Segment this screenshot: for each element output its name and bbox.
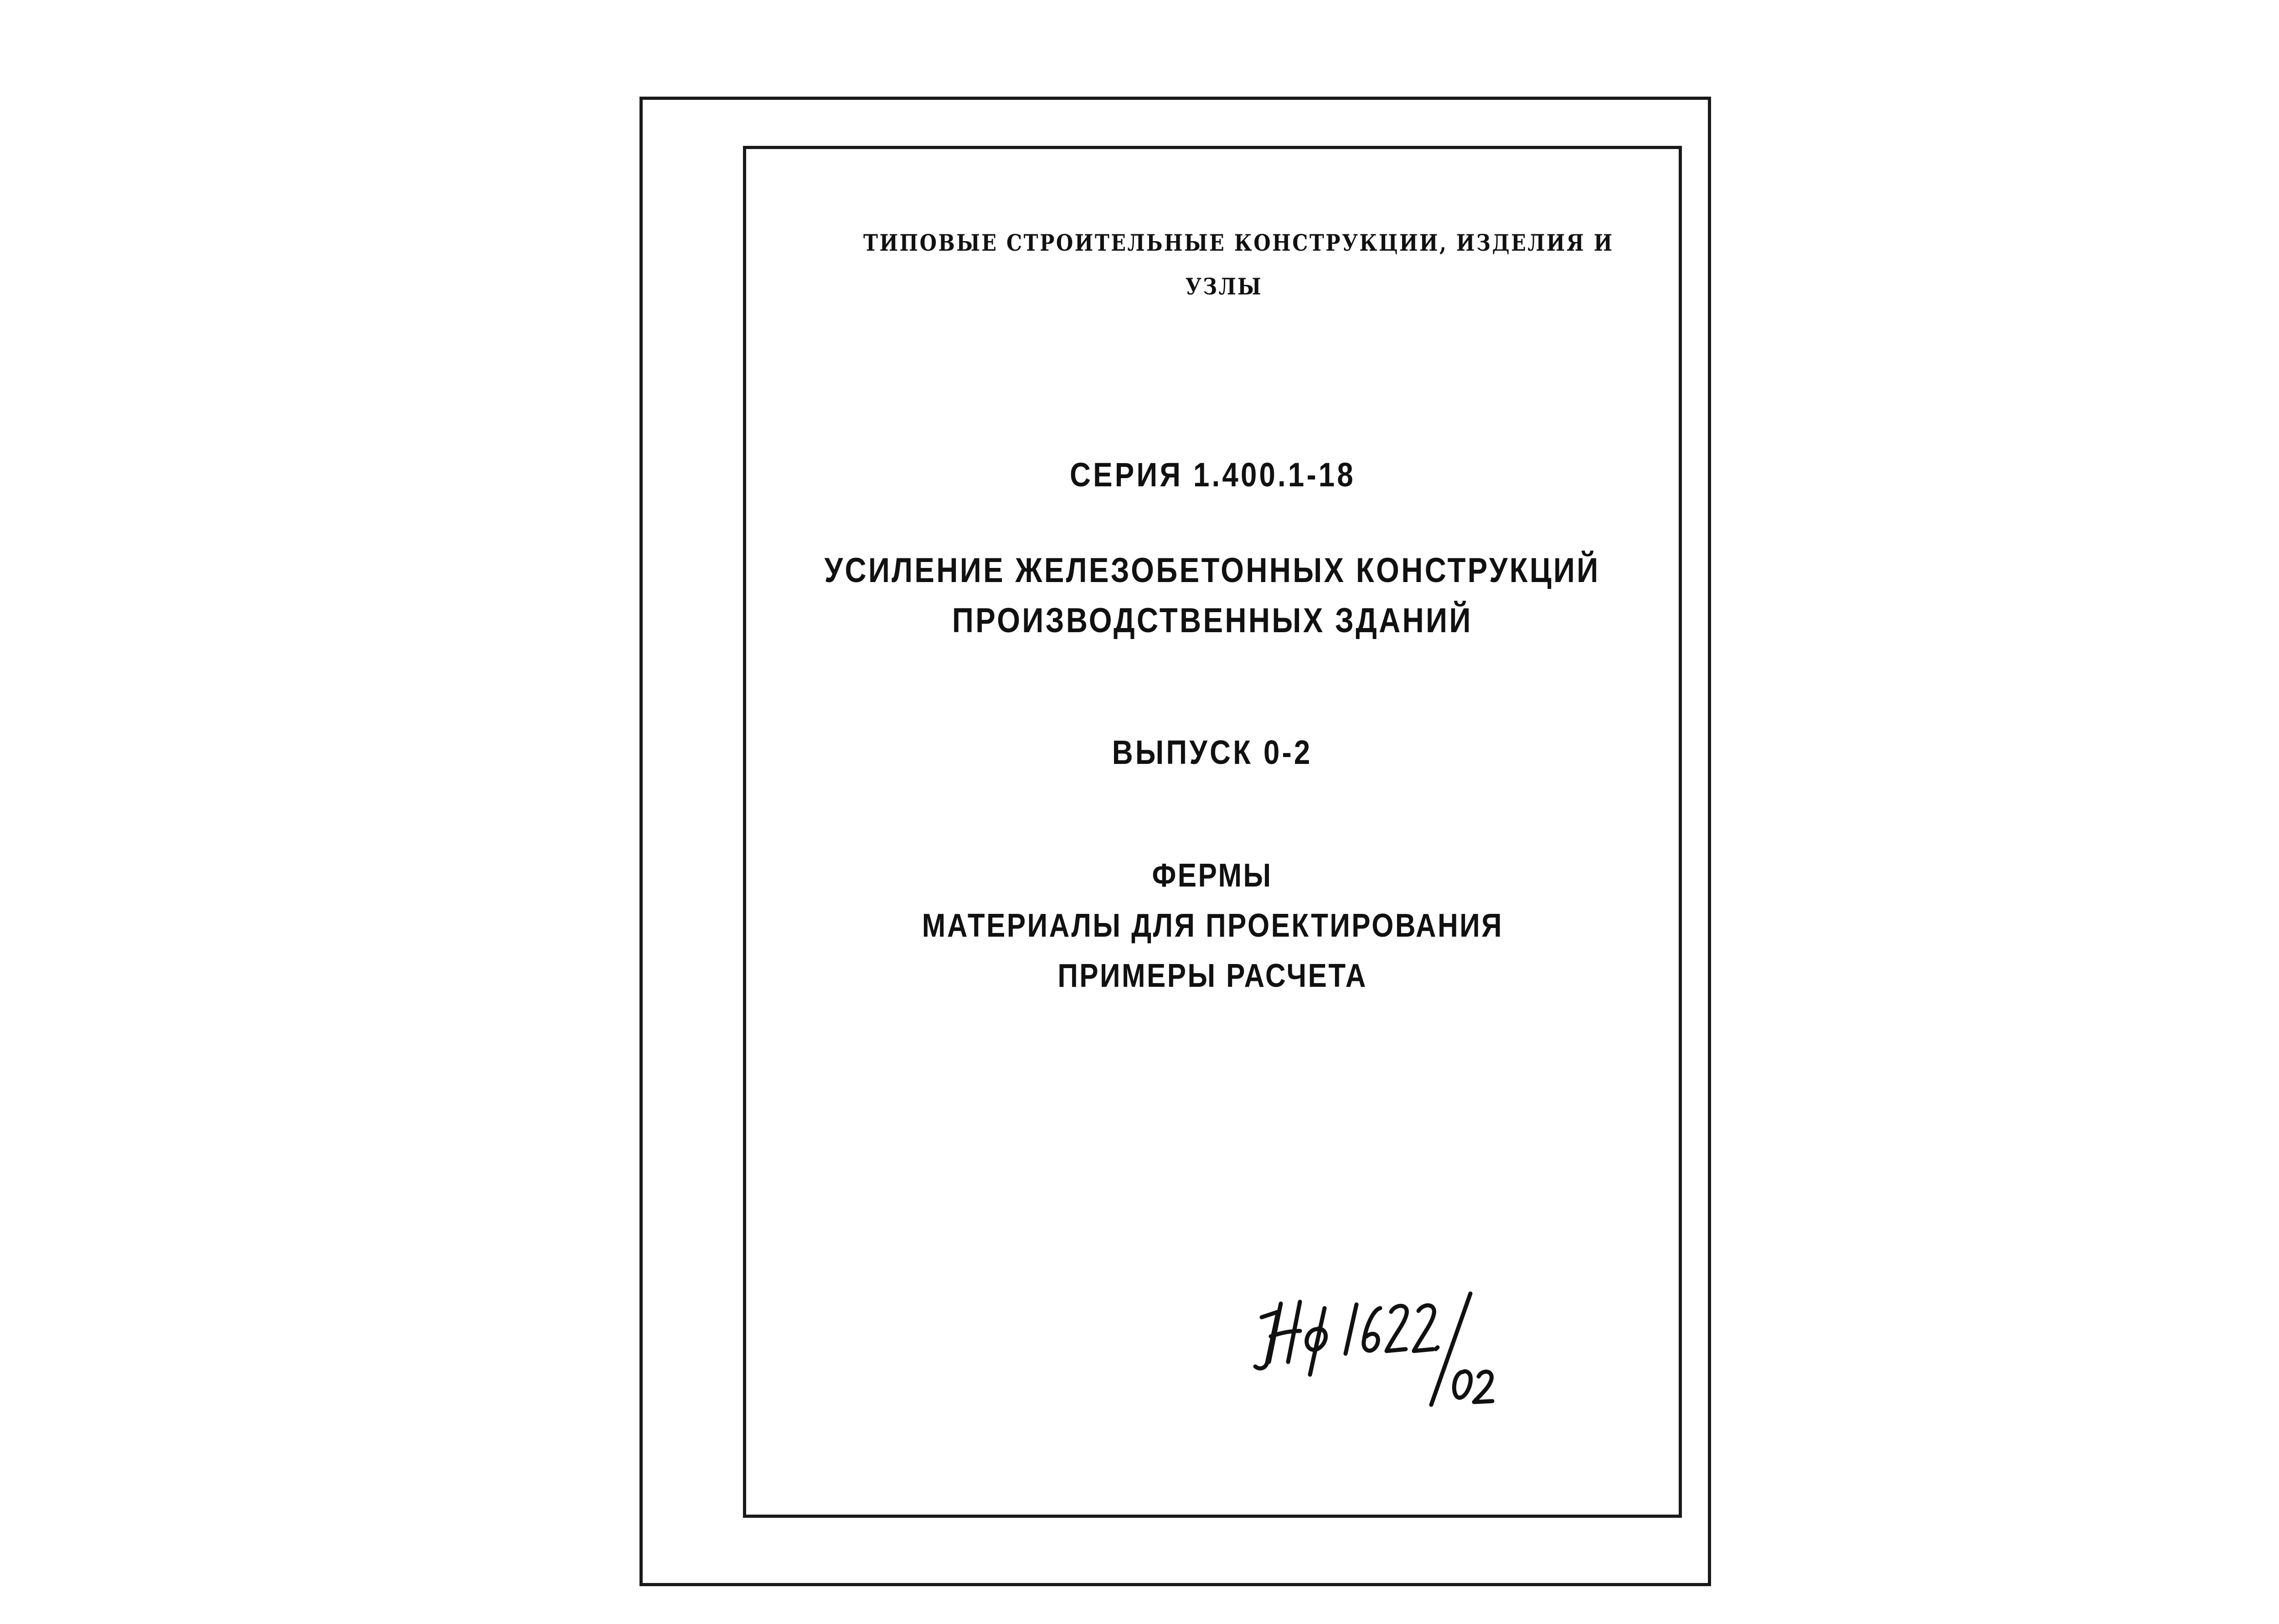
title-line-1: УСИЛЕНИЕ ЖЕЛЕЗОБЕТОННЫХ КОНСТРУКЦИЙ (824, 551, 1601, 590)
subject-line-3: ПРИМЕРЫ РАСЧЕТА (1057, 958, 1367, 994)
archive-mark-handwriting (1249, 1285, 1522, 1408)
issue-number: ВЫПУСК 0-2 (1112, 733, 1313, 771)
inner-frame (743, 146, 1682, 1518)
subject-line-1: ФЕРМЫ (1152, 857, 1273, 894)
subject-line-2: МАТЕРИАЛЫ ДЛЯ ПРОЕКТИРОВАНИЯ (922, 907, 1503, 944)
header-line-1: ТИПОВЫЕ СТРОИТЕЛЬНЫЕ КОНСТРУКЦИИ, ИЗДЕЛИЯ И (863, 229, 1614, 256)
series-number: СЕРИЯ 1.400.1-18 (1069, 456, 1356, 494)
header-line-2: УЗЛЫ (1185, 273, 1263, 300)
title-line-2: ПРОИЗВОДСТВЕННЫХ ЗДАНИЙ (952, 601, 1473, 640)
